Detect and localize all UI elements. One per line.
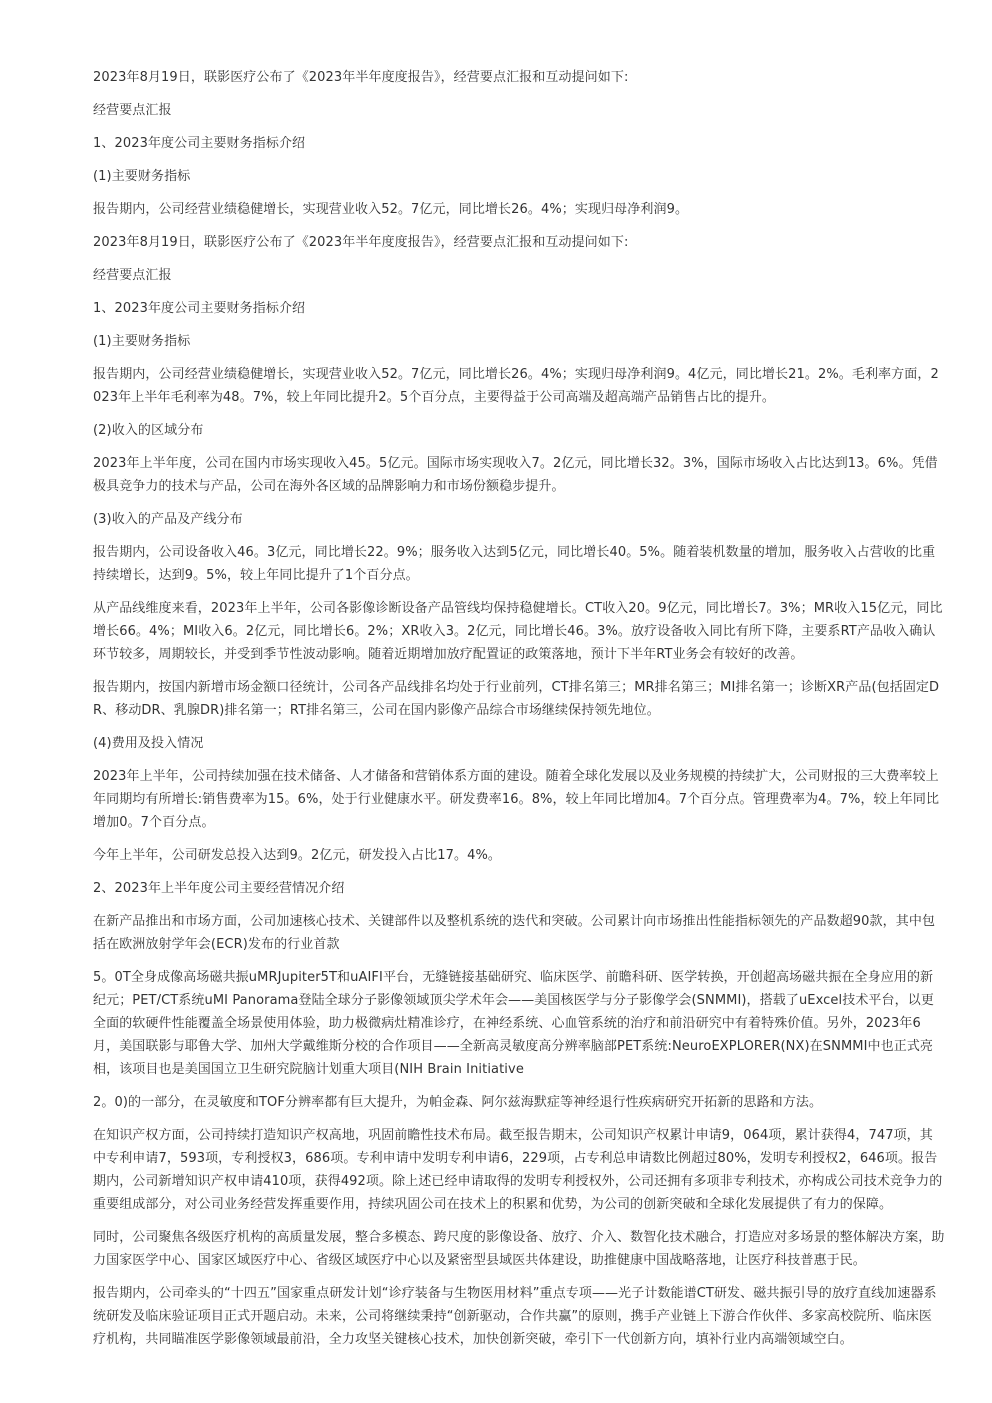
paragraph: 经营要点汇报 — [93, 268, 172, 283]
paragraph: 报告期内，公司经营业绩稳健增长，实现营业收入52。7亿元，同比增长26。4%；实现归母净利润9。4亿元，同比增长21。2%。毛利率方面，2023年上半年毛利率为48。7%，较上年同比提升2。5个百分点，主要得益于公司高端及超高端产品销售占比的提升。 — [93, 367, 939, 405]
paragraph: 报告期内，公司牵头的“十四五”国家重点研发计划“诊疗装备与生物医用材料”重点专项——光子计数能谱CT研发、磁共振引导的放疗直线加速器系统研发及临床验证项目正式开题启动。未来，公司将继续秉持“创新驱动，合作共赢”的原则，携手产业链上下游合作伙伴、多家高校院所、临床医疗机构，共同瞄准医学影像领域最前沿，全力攻坚关键核心技术，加快创新突破，牵引下一代创新方向，填补行业内高端领域空白。 — [93, 1286, 937, 1347]
paragraph: 在新产品推出和市场方面，公司加速核心技术、关键部件以及整机系统的迭代和突破。公司累计向市场推出性能指标领先的产品数超90款，其中包括在欧洲放射学年会(ECR)发布的行业首款 — [93, 914, 936, 952]
paragraph: 从产品线维度来看，2023年上半年，公司各影像诊断设备产品管线均保持稳健增长。CT收入20。9亿元，同比增长7。3%；MR收入15亿元，同比增长66。4%；MI收入6。2亿元，同比增长6。2%；XR收入3。2亿元，同比增长46。3%。放疗设备收入同比有所下降，主要系RT产品收入确认环节较多，周期较长，并受到季节性波动影响。随着近期增加放疗配置证的政策落地，预计下半年RT业务会有较好的改善。 — [93, 601, 943, 662]
paragraph: 同时，公司聚焦各级医疗机构的高质量发展，整合多模态、跨尺度的影像设备、放疗、介入、数智化技术融合，打造应对多场景的整体解决方案，助力国家医学中心、国家区域医疗中心、省级区域医疗中心以及紧密型县域医共体建设，助推健康中国战略落地，让医疗科技普惠于民。 — [93, 1230, 945, 1268]
paragraph: 2023年上半年，公司持续加强在技术储备、人才储备和营销体系方面的建设。随着全球化发展以及业务规模的持续扩大，公司财报的三大费率较上年同期均有所增长:销售费率为15。6%，处于行业健康水平。研发费率16。8%，较上年同比增加4。7个百分点。管理费率为4。7%，较上年同比增加0。7个百分点。 — [93, 769, 940, 830]
paragraph: 2023年8月19日，联影医疗公布了《2023年半年度度报告》，经营要点汇报和互动提问如下: — [93, 70, 629, 85]
paragraph: 2、2023年上半年度公司主要经营情况介绍 — [93, 881, 345, 896]
paragraph: 报告期内，公司经营业绩稳健增长，实现营业收入52。7亿元，同比增长26。4%；实现归母净利润9。 — [93, 202, 689, 217]
paragraph: 报告期内，按国内新增市场金额口径统计，公司各产品线排名均处于行业前列，CT排名第三；MR排名第三；MI排名第一；诊断XR产品(包括固定DR、移动DR、乳腺DR)排名第一；RT排名第三，公司在国内影像产品综合市场继续保持领先地位。 — [93, 680, 940, 718]
paragraph: (2)收入的区域分布 — [93, 423, 204, 438]
paragraph: 2023年8月19日，联影医疗公布了《2023年半年度度报告》，经营要点汇报和互动提问如下: — [93, 235, 629, 250]
paragraph: 今年上半年，公司研发总投入达到9。2亿元，研发投入占比17。4%。 — [93, 848, 502, 863]
paragraph: 经营要点汇报 — [93, 103, 172, 118]
paragraph: 1、2023年度公司主要财务指标介绍 — [93, 136, 306, 151]
paragraph: 2。0)的一部分，在灵敏度和TOF分辨率都有巨大提升，为帕金森、阿尔兹海默症等神经退行性疾病研究开拓新的思路和方法。 — [93, 1095, 823, 1110]
paragraph: (3)收入的产品及产线分布 — [93, 512, 243, 527]
paragraph: (1)主要财务指标 — [93, 334, 191, 349]
paragraph: 1、2023年度公司主要财务指标介绍 — [93, 301, 306, 316]
paragraph: 2023年上半年度，公司在国内市场实现收入45。5亿元。国际市场实现收入7。2亿元，同比增长32。3%，国际市场收入占比达到13。6%。凭借极具竞争力的技术与产品，公司在海外各区域的品牌影响力和市场份额稳步提升。 — [93, 456, 938, 494]
paragraph: (4)费用及投入情况 — [93, 736, 204, 751]
paragraph: (1)主要财务指标 — [93, 169, 191, 184]
paragraph: 5。0T全身成像高场磁共振uMRJupiter5T和uAIFI平台，无缝链接基础研究、临床医学、前瞻科研、医学转换，开创超高场磁共振在全身应用的新纪元；PET/CT系统uMI Panorama登陆全球分子影像领域顶尖学术年会——美国核医学与分子影像学会(SNMMI)，搭载了uExcel技术平台，以更全面的软硬件性能覆盖全场景使用体验，助力极微病灶精准诊疗，在神经系统、心血管系统的治疗和前沿研究中有着特殊价值。另外，2023年6月，美国联影与耶鲁大学、加州大学戴维斯分校的合作项目——全新高灵敏度高分辨率脑部PET系统:NeuroEXPLORER(NX)在SNMMI中也正式亮相，该项目也是美国国立卫生研究院脑计划重大项目(NIH Brain Initiative — [93, 970, 934, 1077]
document-body — [93, 66, 945, 1361]
paragraph: 在知识产权方面，公司持续打造知识产权高地，巩固前瞻性技术布局。截至报告期末，公司知识产权累计申请9，064项，累计获得4，747项，其中专利申请7，593项，专利授权3，686项。专利申请中发明专利申请6，229项，占专利总申请数比例超过80%，发明专利授权2，646项。报告期内，公司新增知识产权申请410项，获得492项。除上述已经申请取得的发明专利授权外，公司还拥有多项非专利技术，亦构成公司技术竞争力的重要组成部分，对公司业务经营发挥重要作用，持续巩固公司在技术上的积累和优势，为公司的创新突破和全球化发展提供了有力的保障。 — [93, 1128, 943, 1212]
paragraph: 报告期内，公司设备收入46。3亿元，同比增长22。9%；服务收入达到5亿元，同比增长40。5%。随着装机数量的增加，服务收入占营收的比重持续增长，达到9。5%，较上年同比提升了1个百分点。 — [93, 545, 936, 583]
